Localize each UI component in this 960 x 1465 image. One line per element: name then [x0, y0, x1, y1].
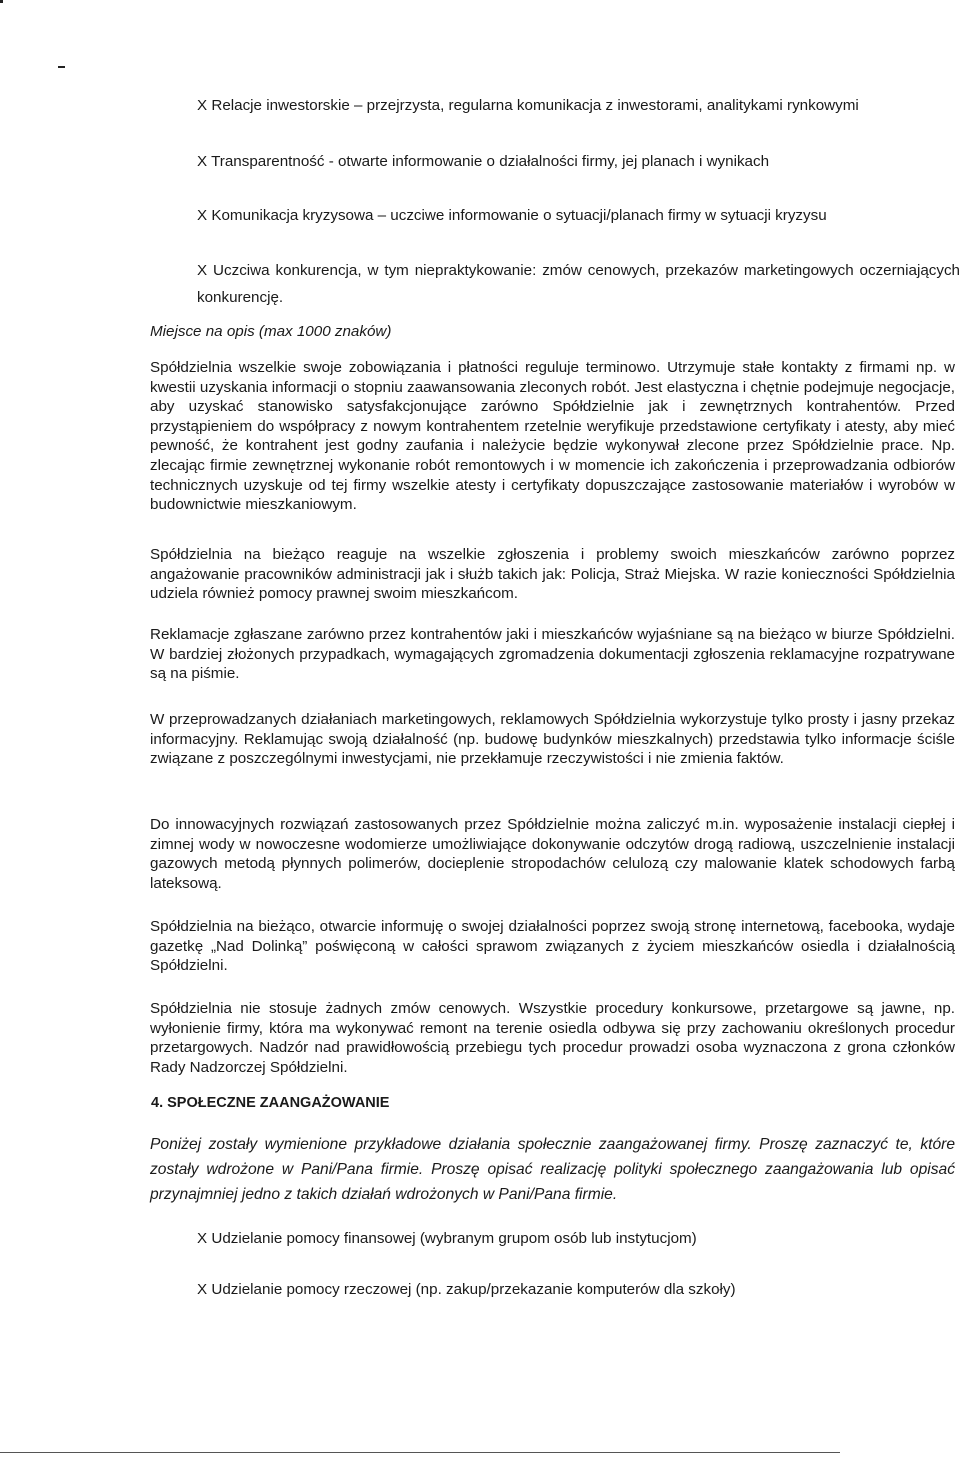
paragraph-block-innovation: [150, 815, 955, 893]
section-heading-social-engagement: 4. SPOŁECZNE ZAANGAŻOWANIE: [151, 1095, 390, 1111]
paragraph-block-complaints: [150, 625, 955, 684]
paragraph-complaints: Reklamacje zgłaszane zarówno przez kontrahentów jaki i mieszkańców wyjaśniane są na bieżąco w biurze Spółdzielni. W bardziej złożonych przypadkach, wymagających zgromadzenia dokumentacji zgłoszenia reklamacyjne rozpatrywane są na piśmie.: [150, 626, 955, 683]
checklist-item-investor-relations: X Relacje inwestorskie – przejrzysta, regularna komunikacja z inwestorami, analitykami rynkowymi: [197, 97, 859, 114]
paragraph-block-residents: [150, 545, 955, 604]
scan-dash-mark: [58, 66, 65, 68]
description-label: Miejsce na opis (max 1000 znaków): [150, 323, 392, 340]
paragraph-payments: Spółdzielnia wszelkie swoje zobowiązania i płatności reguluje terminowo. Utrzymuje stałe kontakty z firmami np. w kwestii uzyskania informacji o stopniu zaawansowania zleconych robót. Jest elastyczna i chętnie podejmuje negocjacje, aby uzyskać stanowisko satysfakcjonujące zarówno Spółdzielnie jak i zewnętrznych kontrahentów. Przed przystąpieniem do współpracy z nowym kontrahentem rzetelnie weryfikuje przedstawione certyfikaty i atesty, aby mieć pewność, że kontrahent jest godny zaufania i należycie będzie wykonywał zlecone przez Spółdzielnie prace. Np. zlecając firmie zewnętrznej wykonanie robót remontowych i w momencie ich zakończenia i przeprowadzania odbiorów technicznych uzyskuje od tej firmy wszelkie atesty i certyfikaty dopuszczające zastosowanie materiałów i wyrobów w budownictwie mieszkaniowym.: [150, 359, 955, 514]
paragraph-marketing: W przeprowadzanych działaniach marketingowych, reklamowych Spółdzielnia wykorzystuje tylko prosty i jasny przekaz informacyjny. Reklamując swoją działalność (np. budowę budynków mieszkalnych) przedstawia tylko informacje ściśle związane z poszczególnymi inwestycjami, nie przekłamuje rzeczywistości i nie zmienia faktów.: [150, 711, 955, 768]
paragraph-communication: Spółdzielnia na bieżąco, otwarcie informuję o swojej działalności poprzez swoją stronę internetową, facebooka, wydaje gazetkę „Nad Dolinką” poświęconą w całości sprawom związanych z życiem mieszkańców osiedla i działalnością Spółdzielni.: [150, 918, 955, 975]
paragraph-block-procurement: [150, 999, 955, 1077]
paragraph-procurement: Spółdzielnia nie stosuje żadnych zmów cenowych. Wszystkie procedury konkursowe, przetargowe są jawne, np. wyłonienie firmy, która ma wykonywać remont na terenie osiedla odbywa się przy zachowaniu określonych procedur przetargowych. Nadzór nad prawidłowością przebiegu tych procedur prowadzi osoba wyznaczona z grona członków Rady Nadzorczej Spółdzielni.: [150, 1000, 955, 1076]
paragraph-residents: Spółdzielnia na bieżąco reaguje na wszelkie zgłoszenia i problemy swoich mieszkańców zarówno poprzez angażowanie pracowników administracji jak i służb takich jak: Policja, Straż Miejska. W razie konieczności Spółdzielnia udziela również pomocy prawnej swoim mieszkańcom.: [150, 546, 955, 603]
checklist-item-fair-competition: X Uczciwa konkurencja, w tym niepraktykowanie: zmów cenowych, przekazów marketingowych oczerniających konkurencję.: [197, 262, 960, 306]
paragraph-innovation: Do innowacyjnych rozwiązań zastosowanych przez Spółdzielnie można zaliczyć m.in. wyposażenie instalacji ciepłej i zimnej wody w nowoczesne wodomierze umożliwiające dokonywanie odczytów drogą radiową, uszczelnienie instalacji gazowych metodą płynnych polimerów, docieplenie stropodachów celulozą czy malowanie klatek schodowych farbą lateksową.: [150, 816, 955, 892]
scan-bottom-rule: [0, 1452, 840, 1453]
checklist-item-transparency: X Transparentność - otwarte informowanie o działalności firmy, jej planach i wynikach: [197, 153, 770, 170]
paragraph-block-marketing: [150, 710, 955, 769]
checklist-item-crisis-communication: X Komunikacja kryzysowa – uczciwe informowanie o sytuacji/planach firmy w sytuacji kryzysu: [197, 207, 827, 224]
scan-corner-mark: [0, 0, 3, 3]
section-intro: Poniżej zostały wymienione przykładowe działania społecznie zaangażowanej firmy. Proszę zaznaczyć te, które zostały wdrożone w Pani/Pana firmie. Proszę opisać realizację polityki społecznego zaangażowania lub opisać przynajmniej jedno z takich działań wdrożonych w Pani/Pana firmie.: [150, 1136, 955, 1203]
paragraph-block-communication: [150, 917, 955, 976]
checklist-item-financial-aid: X Udzielanie pomocy finansowej (wybranym grupom osób lub instytucjom): [197, 1230, 697, 1247]
checklist-item-material-aid: X Udzielanie pomocy rzeczowej (np. zakup/przekazanie komputerów dla szkoły): [197, 1281, 736, 1298]
description-text: [150, 358, 955, 515]
